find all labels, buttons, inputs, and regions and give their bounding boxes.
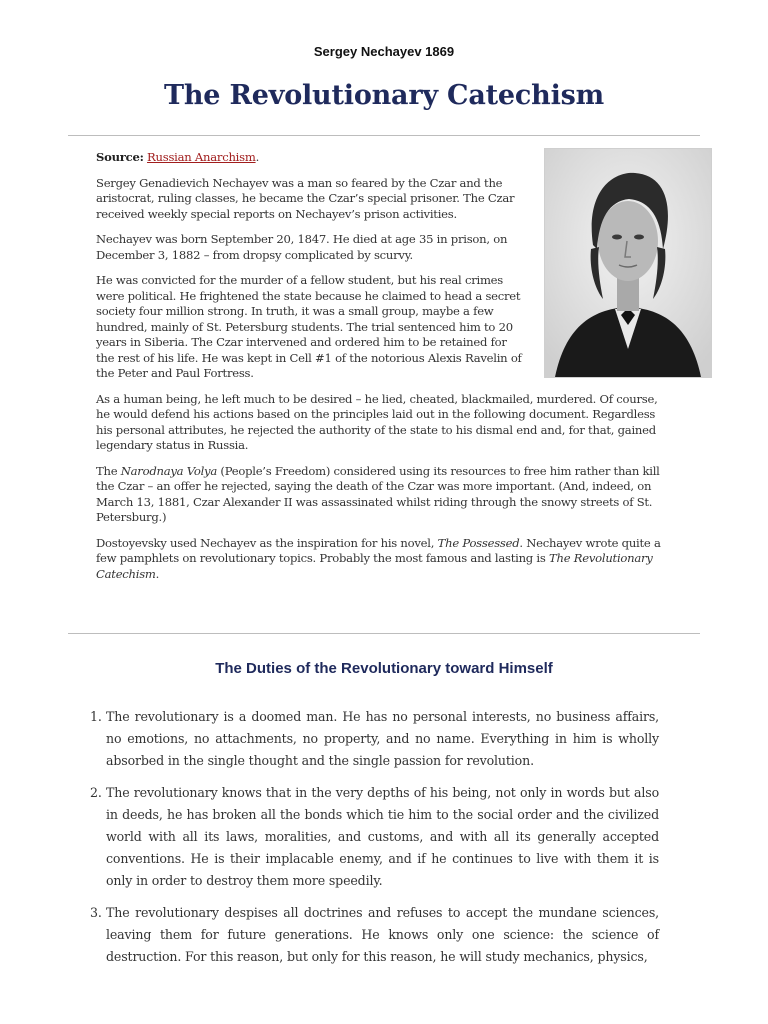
item-text: The revolutionary is a doomed man. He has no personal interests, no business affairs, no emotions, no attachments, no property, and no name. Everything in him is wholly absorbed in the single thought and the single passion for revolution. xyxy=(106,709,659,768)
source-link[interactable]: Russian Anarchism xyxy=(147,150,256,164)
item-number: 3. xyxy=(90,905,102,920)
text-span: . Nechayev wrote quite a few pamphlets on revolutionary topics. Probably the most famous and lasting is xyxy=(96,535,661,565)
source-line xyxy=(96,150,528,166)
intro-paragraph-4: As a human being, he left much to be desired – he lied, cheated, blackmailed, murdered. Of course, he would defend his actions based on the principles laid out in the following document. Regardless his personal attributes, he rejected the authority of the state to his dismal end and, for that, gained legendary status in Russia. xyxy=(96,391,658,452)
intro-paragraph-1: Sergey Genadievich Nechayev was a man so feared by the Czar and the aristocrat, ruling classes, he became the Czar’s special prisoner. The Czar received weekly special reports on Nechayev’s prison activities. xyxy=(96,175,515,221)
list-item xyxy=(92,782,659,892)
text-span: The xyxy=(96,463,121,478)
source-label: Source: xyxy=(96,150,144,164)
intro-paragraph-3: He was convicted for the murder of a fellow student, but his real crimes were political. He frightened the state because he claimed to head a secret society four million strong. In truth, it was a small group, maybe a few hundred, mainly of St. Petersburg students. The trial sentenced him to 20 years in Siberia. The Czar intervened and ordered him to be retained for the rest of his life. He was kept in Cell #1 of the notorious Alexis Ravelin of the Peter and Paul Fortress. xyxy=(96,273,522,380)
item-number: 1. xyxy=(90,709,102,724)
item-text: The revolutionary knows that in the very depths of his being, not only in words but also in deeds, he has broken all the bonds which tie him to the social order and the civilized world with all its laws, moralities, and customs, and with all its generally accepted conventions. He is their implacable enemy, and if he continues to live with them it is only in order to destroy them more speedily. xyxy=(106,785,659,888)
item-text: The revolutionary despises all doctrines and refuses to accept the mundane sciences, leaving them for future generations. He knows only one science: the science of destruction. For this reason, but only for this reason, he will study mechanics, physics, xyxy=(106,905,659,964)
section-divider xyxy=(68,633,700,634)
text-span: (People’s Freedom) considered using its resources to free him rather than kill the Czar – an offer he rejected, saying the death of the Czar was more important. (And, indeed, on March 13, 1881, Czar Alexander II was assassinated whilst riding through the snowy streets of St. Petersburg.) xyxy=(96,463,660,524)
list-item xyxy=(92,706,659,772)
intro-paragraph-6 xyxy=(96,536,674,583)
italic-text: The Possessed xyxy=(437,535,520,550)
author-line: Sergey Nechayev 1869 xyxy=(313,44,455,59)
duties-list xyxy=(92,706,659,978)
text-span: Dostoyevsky used Nechayev as the inspiration for his novel, xyxy=(96,535,438,550)
item-number: 2. xyxy=(90,785,102,800)
list-item xyxy=(92,902,659,968)
intro-paragraph-2: Nechayev was born September 20, 1847. He died at age 35 in prison, on December 3, 1882 – from dropsy complicated by scurvy. xyxy=(96,232,508,262)
intro-text xyxy=(96,150,674,592)
page-title: The Revolutionary Catechism xyxy=(163,80,604,111)
text-span: . xyxy=(155,566,160,581)
top-divider xyxy=(68,135,700,136)
italic-text: Narodnaya Volya xyxy=(120,463,217,478)
source-end: . xyxy=(255,150,260,164)
italic-text: The Revolutionary Catechism xyxy=(96,551,653,581)
section-heading: The Duties of the Revolutionary toward Himself xyxy=(215,660,553,677)
intro-paragraph-5 xyxy=(96,464,674,526)
